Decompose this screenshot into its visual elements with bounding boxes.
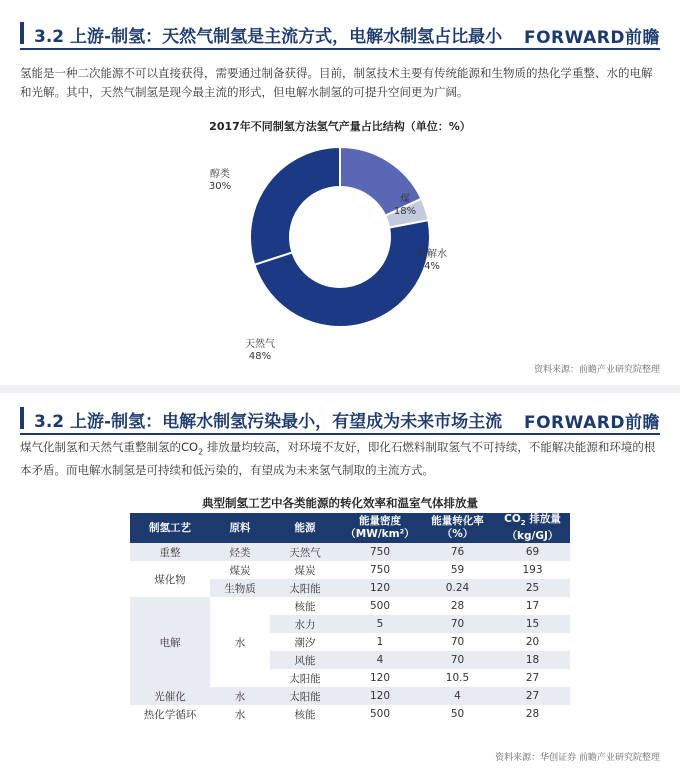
slice-label: 醇类 (210, 169, 230, 180)
cell-density: 500 (369, 708, 391, 721)
forward-logo: FORWARD前瞻 (523, 28, 660, 48)
slice-value: 18% (393, 206, 417, 217)
paragraph-part1: 煤气化制氢和天然气重整制氢的CO (20, 440, 199, 454)
cell-energy: 潮汐 (294, 636, 316, 649)
table-title: 典型制氢工艺中各类能源的转化效率和温室气体排放量 (202, 496, 478, 510)
cell-density: 500 (369, 600, 391, 613)
header-density: 能量密度 （MW/km²） (340, 513, 420, 543)
cell-energy: 天然气 (270, 543, 340, 561)
cell-energy: 水力 (270, 615, 340, 633)
cell-efficiency: 70 (420, 651, 495, 669)
cell-density: 5 (340, 615, 420, 633)
header-process: 制氢工艺 (130, 513, 210, 543)
cell-co2: 69 (495, 543, 570, 561)
cell-energy: 煤炭 (294, 564, 316, 577)
chart-title: 2017年不同制氢方法氢气产量占比结构（单位：%） (209, 120, 471, 133)
table-row (130, 687, 570, 705)
cell-density: 120 (369, 672, 391, 685)
cell-density: 120 (340, 579, 420, 597)
intro-paragraph (20, 438, 660, 480)
cell-efficiency: 59 (450, 564, 465, 577)
slice-label: 煤 (400, 194, 410, 205)
header-accent-bar (20, 407, 24, 429)
table-row (130, 705, 570, 723)
header-co2: $CO_2$ 排放量 （kg/GJ） (495, 513, 570, 543)
header-accent-bar (20, 22, 24, 44)
cell-energy: 太阳能 (270, 579, 340, 597)
cell-efficiency: 70 (420, 615, 495, 633)
cell-energy: 核能 (294, 600, 316, 613)
cell-co2: 18 (495, 651, 570, 669)
cell-process: 热化学循环 (130, 705, 210, 723)
cell-process: 光催化 (130, 687, 210, 705)
table-row (130, 597, 570, 615)
intro-paragraph: 氢能是一种二次能源不可以直接获得，需要通过制备获得。目前，制氢技术主要有传统能源和生物质的热化学重整、水的电解和光解。其中，天然气制氢是现今最主流的形式，但电解水制氢的可提升空间更为广阔。 (20, 66, 653, 99)
cell-energy: 太阳能 (289, 672, 321, 685)
cell-co2: 17 (525, 600, 540, 613)
table-header-row (130, 513, 570, 543)
cell-density: 750 (340, 543, 420, 561)
donut-slice-0 (250, 147, 340, 265)
table-source: 资料来源：华创证券 前瞻产业研究院整理 (495, 753, 660, 763)
cell-co2: 20 (525, 636, 540, 649)
cell-material: 水 (210, 687, 270, 705)
cell-efficiency: 76 (420, 543, 495, 561)
cell-density: 4 (340, 651, 420, 669)
section-divider (0, 385, 680, 393)
cell-efficiency: 70 (450, 636, 465, 649)
cell-co2: 193 (522, 564, 543, 577)
cell-energy: 核能 (294, 708, 316, 721)
section-gas-dominant (0, 0, 680, 385)
cell-material: 水 (210, 705, 270, 723)
cell-efficiency: 4 (420, 687, 495, 705)
cell-process: 电解 (130, 597, 210, 687)
cell-process: 重整 (130, 543, 210, 561)
table-row (130, 543, 570, 561)
paragraph-subscript: 2 (198, 447, 204, 457)
cell-co2: 27 (495, 687, 570, 705)
donut-chart (0, 130, 680, 370)
slice-label: 电解水 (417, 249, 447, 260)
cell-density: 1 (376, 636, 384, 649)
slice-value: 4% (424, 261, 440, 272)
hydrogen-process-table (130, 513, 570, 723)
cell-co2: 25 (495, 579, 570, 597)
section-electrolysis (0, 393, 680, 771)
header-efficiency: 能量转化率 （%） (420, 513, 495, 543)
slice-value: 30% (208, 181, 232, 192)
cell-energy: 太阳能 (270, 687, 340, 705)
cell-co2: 15 (495, 615, 570, 633)
paragraph-part2: 排放量均较高，对环境不友好，即化石燃料制取氢气不可持续，不能解决能源和环境的根本矛盾。而电解水制氢是可持续和低污染的，有望成为未来氢气制取的主流方式。 (20, 440, 656, 478)
header-energy: 能源 (270, 513, 340, 543)
section-header (20, 20, 660, 50)
cell-efficiency: 50 (450, 708, 465, 721)
cell-material: 水 (210, 597, 270, 687)
section-title: 3.2 上游-制氢：电解水制氢污染最小，有望成为未来市场主流 (34, 412, 503, 432)
cell-energy: 风能 (270, 651, 340, 669)
section-title: 3.2 上游-制氢：天然气制氢是主流方式，电解水制氢占比最小 (34, 27, 503, 47)
cell-density: 120 (340, 687, 420, 705)
cell-process: 煤化物 (130, 561, 210, 597)
cell-co2: 27 (525, 672, 540, 685)
cell-density: 750 (369, 564, 391, 577)
section-header (20, 405, 660, 435)
header-material: 原料 (210, 513, 270, 543)
cell-efficiency: 10.5 (445, 672, 470, 685)
slice-label: 天然气 (245, 339, 275, 350)
chart-source: 资料来源：前瞻产业研究院整理 (533, 365, 660, 375)
table-row (130, 561, 570, 579)
cell-material: 煤炭 (210, 561, 270, 579)
slice-value: 48% (248, 351, 272, 362)
cell-material: 生物质 (210, 579, 270, 597)
cell-efficiency: 0.24 (420, 579, 495, 597)
forward-logo: FORWARD前瞻 (523, 413, 660, 433)
cell-material: 烃类 (210, 543, 270, 561)
cell-efficiency: 28 (450, 600, 465, 613)
cell-co2: 28 (525, 708, 540, 721)
